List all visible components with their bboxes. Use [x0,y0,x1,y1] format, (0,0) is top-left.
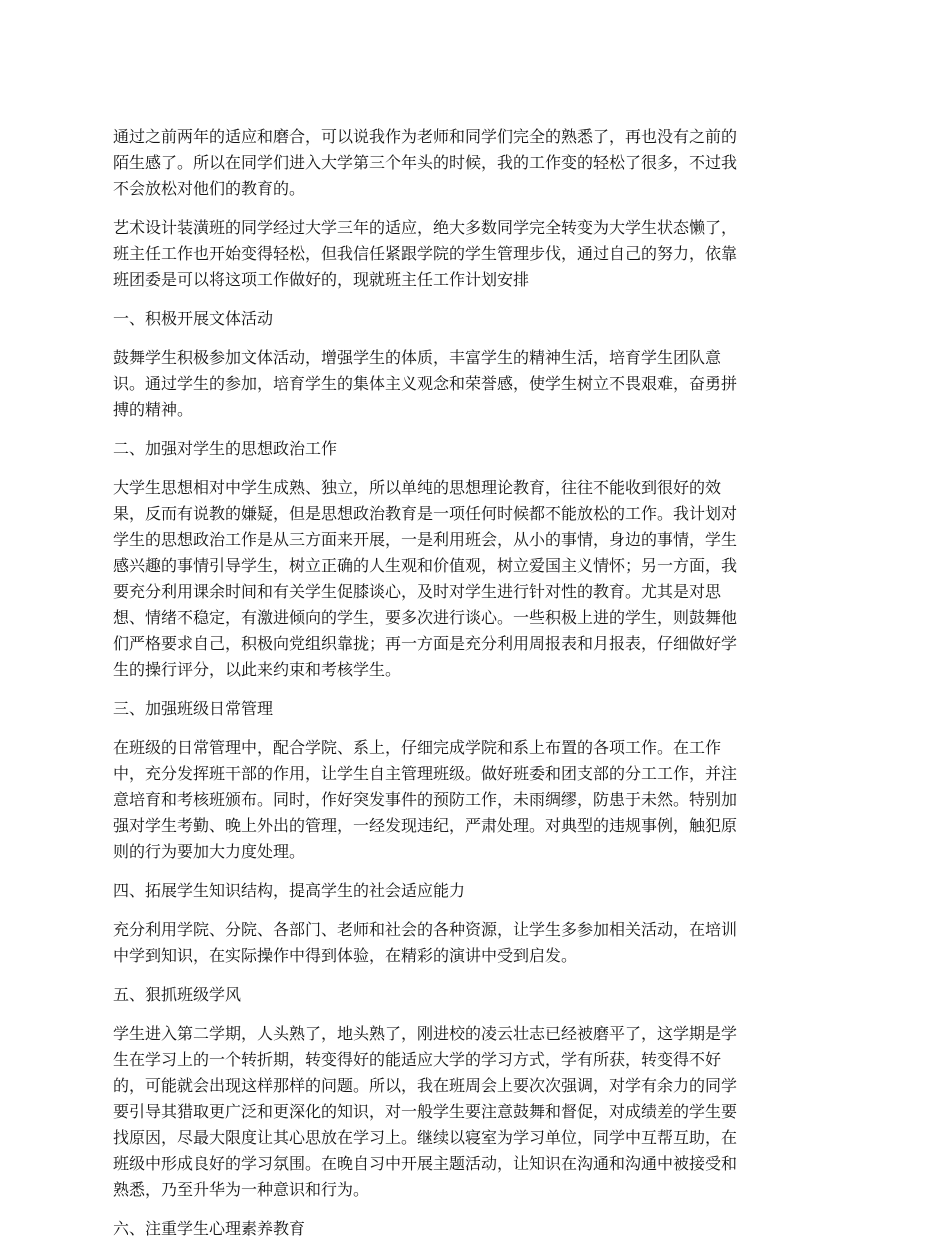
paragraph-intro-2: 艺术设计装潢班的同学经过大学三年的适应，绝大多数同学完全转变为大学生状态懒了， 班主任工作也开始变得轻松，但我信任紧跟学院的学生管理步伐，通过自己的努力，依靠 班团委是可以将这项工作做好的，现就班主任工作计划安排 [113,218,738,289]
paragraph-section-5: 学生进入第二学期，人头熟了，地头熟了，刚进校的凌云壮志已经被磨平了，这学期是学 生在学习上的一个转折期，转变得好的能适应大学的学习方式，学有所获，转变得不好 的，可能就会出现这样那样的问题。所以，我在班周会上要次次强调，对学有余力的同学 要引导其猎取更广泛和更深化的知识，对一般学生要注意鼓舞和督促，对成绩差的学生要 找原因，尽最大限度让其心思放在学习上。继续以寝室为学习单位，同学中互帮互助，在 班级中形成良好的学习氛围。在晚自习中开展主题活动，让知识在沟通和沟通中被接受和 熟悉，乃至升华为一种意识和行为。 [113,1024,738,1199]
section-heading-6: 六、注重学生心理素养教育 [113,1219,306,1238]
paragraph-section-1: 鼓舞学生积极参加文体活动，增强学生的体质，丰富学生的精神生活，培育学生团队意 识。通过学生的参加，培育学生的集体主义观念和荣誉感，使学生树立不畏艰难，奋勇拼 搏的精神。 [113,348,738,419]
paragraph-section-2: 大学生思想相对中学生成熟、独立，所以单纯的思想理论教育，往往不能收到很好的效 果，反而有说教的嫌疑，但是思想政治教育是一项任何时候都不能放松的工作。我计划对 学生的思想政治工作是从三方面来开展，一是利用班会，从小的事情，身边的事情，学生 感兴趣的事情引导学生，树立正确的人生观和价值观，树立爱国主义情怀；另一方面，我 要充分利用课余时间和有关学生促膝谈心，及时对学生进行针对性的教育。尤其是对思 想、情绪不稳定，有激进倾向的学生，要多次进行谈心。一些积极上进的学生，则鼓舞他 们严格要求自己，积极向党组织靠拢；再一方面是充分利用周报表和月报表，仔细做好学 生的操行评分，以此来约束和考核学生。 [113,478,738,679]
section-heading-4: 四、拓展学生知识结构，提高学生的社会适应能力 [113,881,466,900]
paragraph-intro-1: 通过之前两年的适应和磨合，可以说我作为老师和同学们完全的熟悉了，再也没有之前的 陌生感了。所以在同学们进入大学第三个年头的时候，我的工作变的轻松了很多，不过我 不会放松对他们的教育的。 [113,127,738,198]
section-heading-1: 一、积极开展文体活动 [113,309,274,328]
section-heading-3: 三、加强班级日常管理 [113,699,274,718]
paragraph-section-3: 在班级的日常管理中，配合学院、系上，仔细完成学院和系上布置的各项工作。在工作 中，充分发挥班干部的作用，让学生自主管理班级。做好班委和团支部的分工工作，并注 意培育和考核班颁布。同时，作好突发事件的预防工作，未雨绸缪，防患于未然。特别加 强对学生考勤、晚上外出的管理，一经发现违纪，严肃处理。对典型的违规事例，触犯原 则的行为要加大力度处理。 [113,738,738,861]
paragraph-section-4: 充分利用学院、分院、各部门、老师和社会的各种资源，让学生多参加相关活动，在培训 中学到知识，在实际操作中得到体验，在精彩的演讲中受到启发。 [113,920,738,965]
document-body [113,124,839,1255]
section-heading-5: 五、狠抓班级学风 [113,985,242,1004]
section-heading-2: 二、加强对学生的思想政治工作 [113,439,338,458]
